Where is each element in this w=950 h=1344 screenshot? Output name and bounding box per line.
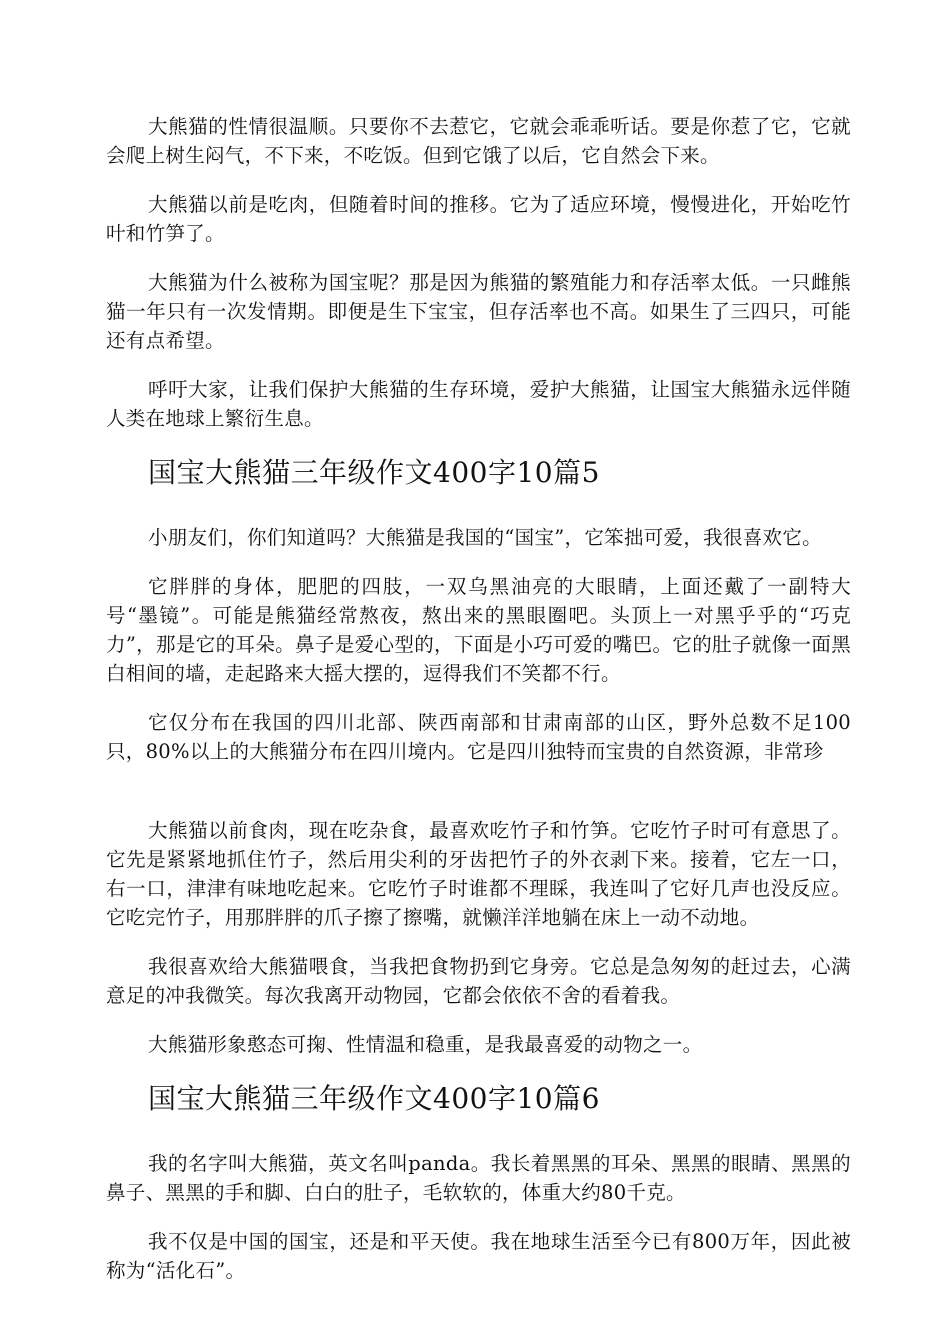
page-gap (106, 786, 851, 816)
section-heading-6: 国宝大熊猫三年级作文400字10篇6 (148, 1082, 600, 1115)
paragraph: 我不仅是中国的国宝，还是和平天使。我在地球生活至今已有800万年，因此被称为“活化石”。 (106, 1230, 851, 1282)
paragraph: 呼吁大家，让我们保护大熊猫的生存环境，爱护大熊猫，让国宝大熊猫永远伴随人类在地球上繁衍生息。 (106, 378, 851, 430)
section-heading-5: 国宝大熊猫三年级作文400字10篇5 (148, 456, 600, 489)
paragraph: 大熊猫的性情很温顺。只要你不去惹它，它就会乖乖听话。要是你惹了它，它就会爬上树生闷气，不下来，不吃饭。但到它饿了以后，它自然会下来。 (106, 115, 851, 167)
document-page (106, 112, 851, 1305)
paragraph: 小朋友们，你们知道吗？大熊猫是我国的“国宝”，它笨拙可爱，我很喜欢它。 (148, 526, 822, 549)
paragraph: 大熊猫形象憨态可掬、性情温和稳重，是我最喜爱的动物之一。 (148, 1033, 703, 1056)
paragraph: 大熊猫为什么被称为国宝呢？那是因为熊猫的繁殖能力和存活率太低。一只雌熊猫一年只有一次发情期。即便是生下宝宝，但存活率也不高。如果生了三四只，可能还有点希望。 (106, 271, 851, 352)
paragraph: 大熊猫以前是吃肉，但随着时间的推移。它为了适应环境，慢慢进化，开始吃竹叶和竹笋了。 (106, 193, 851, 245)
paragraph: 我很喜欢给大熊猫喂食，当我把食物扔到它身旁。它总是急匆匆的赶过去，心满意足的冲我微笑。每次我离开动物园，它都会依依不舍的看着我。 (106, 955, 851, 1007)
paragraph: 我的名字叫大熊猫，英文名叫panda。我长着黑黑的耳朵、黑黑的眼睛、黑黑的鼻子、黑黑的手和脚、白白的肚子，毛软软的，体重大约80千克。 (106, 1152, 851, 1204)
paragraph: 它胖胖的身体，肥肥的四肢，一双乌黑油亮的大眼睛，上面还戴了一副特大号“墨镜”。可能是熊猫经常熬夜，熬出来的黑眼圈吧。头顶上一对黑乎乎的“巧克力”，那是它的耳朵。鼻子是爱心型的，下面是小巧可爱的嘴巴。它的肚子就像一面黑白相间的墙，走起路来大摇大摆的，逗得我们不笑都不行。 (106, 575, 851, 685)
paragraph: 大熊猫以前食肉，现在吃杂食，最喜欢吃竹子和竹笋。它吃竹子时可有意思了。它先是紧紧地抓住竹子，然后用尖利的牙齿把竹子的外衣剥下来。接着，它左一口，右一口，津津有味地吃起来。它吃竹子时谁都不理睬，我连叫了它好几声也没反应。它吃完竹子，用那胖胖的爪子擦了擦嘴，就懒洋洋地躺在床上一动不动地。 (106, 819, 851, 929)
paragraph: 它仅分布在我国的四川北部、陕西南部和甘肃南部的山区，野外总数不足100只，80%以上的大熊猫分布在四川境内。它是四川独特而宝贵的自然资源，非常珍 (106, 711, 851, 763)
